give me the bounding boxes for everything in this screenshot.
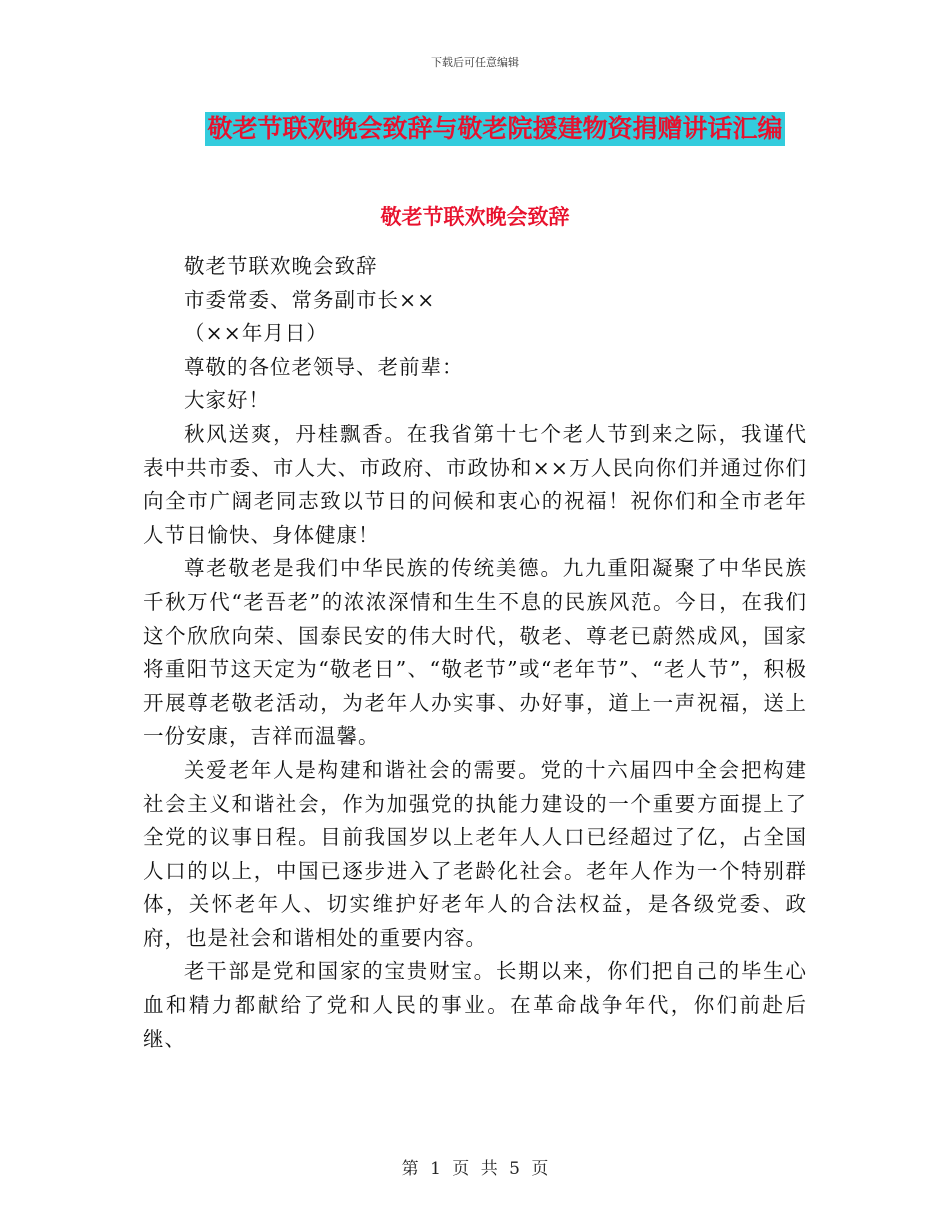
paragraph: 尊敬的各位老领导、老前辈：	[184, 354, 464, 379]
paragraph: 尊老敬老是我们中华民族的传统美德。九九重阳凝聚了中华民族千秋万代“老吾老”的浓浓深情和生生不息的民族风范。今日，在我们这个欣欣向荣、国泰民安的伟大时代，敬老、尊老已蔚然成风，国家将重阳节这天定为“敬老日”、“敬老节”或“老年节”、“老人节”，积极开展尊老敬老活动，为老年人办实事、办好事，道上一声祝福，送上一份安康，吉祥而温馨。	[143, 556, 807, 749]
main-title-container	[0, 112, 950, 146]
paragraph: 关爱老年人是构建和谐社会的需要。党的十六届四中全会把构建社会主义和谐社会，作为加强党的执能力建设的一个重要方面提上了全党的议事日程。目前我国岁以上老年人人口已经超过了亿，占全国人口的以上，中国已逐步进入了老龄化社会。老年人作为一个特别群体，关怀老年人、切实维护好老年人的合法权益，是各级党委、政府，也是社会和谐相处的重要内容。	[143, 757, 807, 950]
paragraph: 大家好！	[184, 388, 270, 413]
paragraph: （××年月日）	[184, 321, 328, 346]
paragraph: 老干部是党和国家的宝贵财宝。长期以来，你们把自己的毕生心血和精力都献给了党和人民的事业。在革命战争年代，你们前赴后继、	[143, 959, 807, 1051]
main-title: 敬老节联欢晚会致辞与敬老院援建物资捐赠讲话汇编	[205, 112, 784, 146]
page-footer: 第 1 页 共 5 页	[401, 1159, 549, 1179]
document-body	[143, 250, 807, 1056]
paragraph: 市委常委、常务副市长××	[184, 287, 436, 312]
paragraph: 敬老节联欢晚会致辞	[184, 254, 378, 278]
header-note: 下载后可任意编辑	[431, 56, 519, 69]
paragraph: 秋风送爽，丹桂飘香。在我省第十七个老人节到来之际，我谨代表中共市委、市人大、市政府、市政协和××万人民向你们并通过你们向全市广阔老同志致以节日的问候和衷心的祝福！祝你们和全市老年人节日愉快、身体健康！	[143, 421, 807, 547]
section-title: 敬老节联欢晚会致辞	[380, 205, 570, 229]
